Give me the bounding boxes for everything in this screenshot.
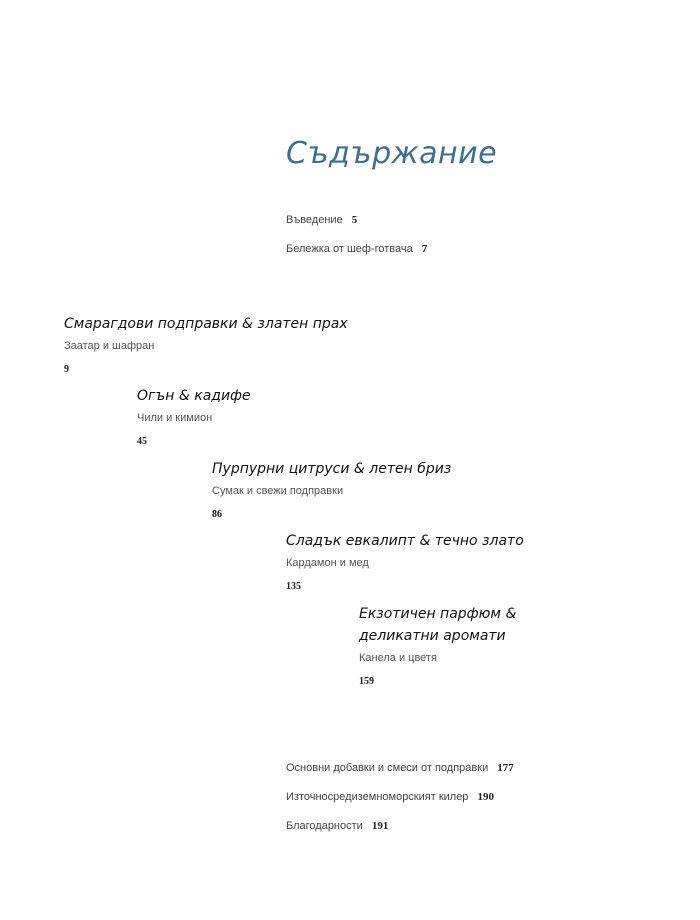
- toc-entry-label: Основни добавки и смеси от подправки: [286, 762, 489, 774]
- toc-entry-label: Източносредиземноморският килер: [286, 791, 469, 803]
- chapter-subtitle: Чили и кимион: [137, 412, 213, 424]
- toc-entry-page: 191: [371, 820, 389, 832]
- chapter-subtitle: Заатар и шафран: [64, 340, 155, 352]
- chapter-title: Пурпурни цитруси & летен бриз: [212, 461, 452, 477]
- toc-entry-introduction[interactable]: [286, 214, 357, 226]
- page-title: Съдържание: [286, 136, 498, 171]
- toc-entry-chef-note[interactable]: [286, 243, 427, 255]
- toc-entry-page: 190: [477, 791, 494, 803]
- chapter-subtitle: Сумак и свежи подправки: [212, 485, 344, 497]
- chapter-subtitle: Канела и цветя: [359, 652, 437, 664]
- chapter-title: Смарагдови подправки & златен прах: [64, 316, 348, 332]
- chapter-page: 9: [64, 364, 69, 375]
- toc-entry-page: 177: [497, 762, 514, 774]
- chapter-title-line-2: деликатни аромати: [359, 628, 506, 644]
- chapter-subtitle: Кардамон и мед: [286, 557, 369, 569]
- toc-entry-label: Благодарности: [286, 820, 363, 832]
- chapter-title-line-1: Екзотичен парфюм &: [359, 606, 517, 622]
- toc-entry-spice-blends[interactable]: [286, 762, 514, 774]
- toc-entry-page: 5: [351, 214, 358, 226]
- chapter-title: Огън & кадифе: [137, 388, 251, 404]
- toc-entry-label: Бележка от шеф-готвача: [286, 243, 413, 255]
- toc-entry-label: Въведение: [286, 214, 343, 226]
- toc-entry-acknowledgements[interactable]: [286, 820, 388, 832]
- chapter-page: 86: [212, 509, 222, 520]
- toc-entry-page: 7: [421, 243, 428, 255]
- chapter-title: Сладък евкалипт & течно злато: [286, 533, 524, 549]
- chapter-page: 159: [359, 676, 374, 687]
- chapter-page: 135: [286, 581, 301, 592]
- chapter-page: 45: [137, 436, 147, 447]
- toc-entry-pantry[interactable]: [286, 791, 494, 803]
